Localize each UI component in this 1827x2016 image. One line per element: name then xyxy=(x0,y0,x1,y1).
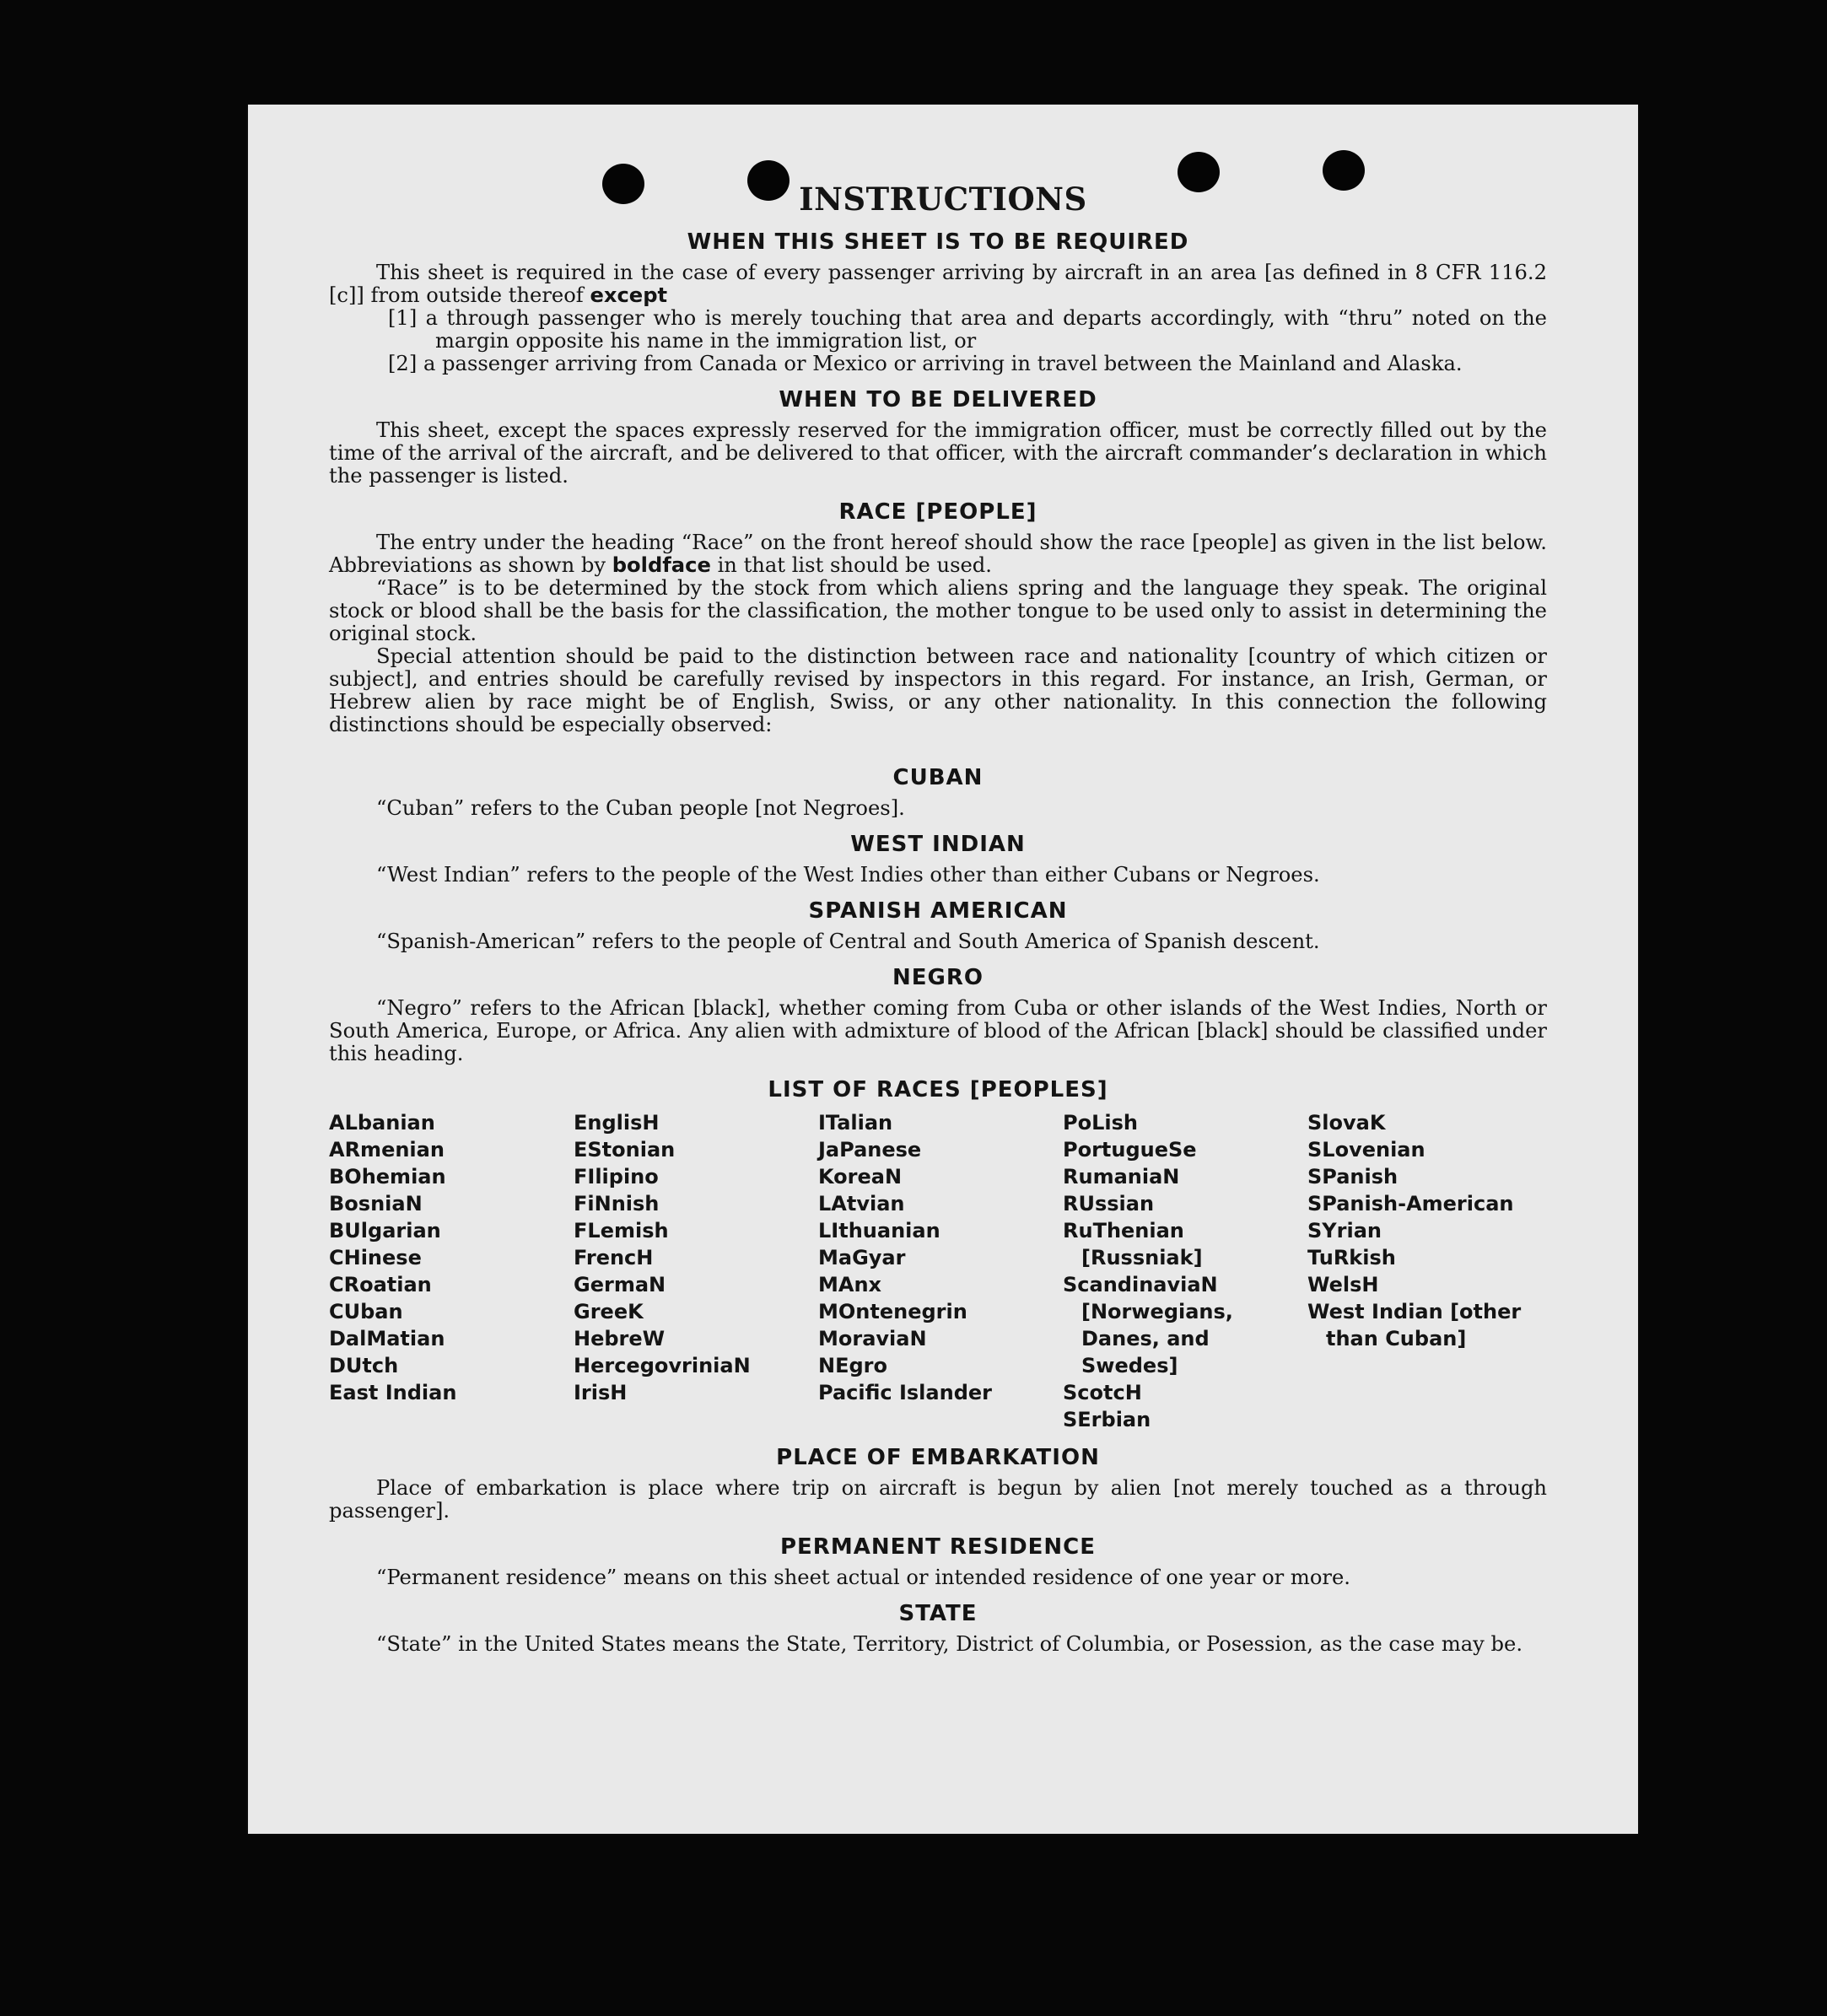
races-column xyxy=(1307,1109,1552,1433)
section-heading-race: RACE [PEOPLE] xyxy=(838,499,1037,525)
race-entry: FiNnish xyxy=(574,1192,660,1216)
race-entry: CHinese xyxy=(329,1246,422,1269)
race-entry: HebreW xyxy=(574,1327,666,1350)
race-entry: East Indian xyxy=(329,1381,457,1404)
race-entry: RUssian xyxy=(1063,1192,1155,1216)
race-entry: LAtvian xyxy=(818,1192,905,1216)
race-entry: BOhemian xyxy=(329,1165,446,1189)
race-entry: TuRkish xyxy=(1307,1246,1396,1269)
section-heading-embarkation: PLACE OF EMBARKATION xyxy=(776,1445,1100,1470)
race-entry: BUlgarian xyxy=(329,1219,441,1242)
races-column xyxy=(329,1109,574,1433)
race-entry: RuThenian [Russniak] xyxy=(1063,1219,1203,1269)
races-list xyxy=(329,1109,1547,1433)
race-entry: MoraviaN xyxy=(818,1327,927,1350)
residence-text: “Permanent residence” means on this sheet actual or intended residence of one year or more. xyxy=(376,1566,1350,1589)
race-entry: KoreaN xyxy=(818,1165,903,1189)
races-column xyxy=(1063,1109,1307,1433)
race-entry: LIthuanian xyxy=(818,1219,940,1242)
race-entry: BosniaN xyxy=(329,1192,423,1216)
race-entry: WelsH xyxy=(1307,1273,1379,1296)
section-heading-state: STATE xyxy=(898,1601,978,1626)
race-entry: JaPanese xyxy=(818,1138,922,1162)
race-entry: ITalian xyxy=(818,1111,893,1135)
race-entry: FIlipino xyxy=(574,1165,659,1189)
race-entry: MAnx xyxy=(818,1273,882,1296)
race-entry: IrisH xyxy=(574,1381,628,1404)
section-heading-spanish-american: SPANISH AMERICAN xyxy=(808,898,1068,924)
race-entry: GermaN xyxy=(574,1273,666,1296)
race-entry: SErbian xyxy=(1063,1408,1151,1431)
negro-text: “Negro” refers to the African [black], whether coming from Cuba or other islands of the West Indies, North or South America, Europe, or Africa. Any alien with admixture of blood of the African [black] should be classified under this heading. xyxy=(329,996,1547,1065)
required-intro: This sheet is required in the case of every passenger arriving by aircraft in an area [as defined in 8 CFR 116.2 [c]] from outside thereof except xyxy=(329,261,1547,307)
section-heading-residence: PERMANENT RESIDENCE xyxy=(779,1534,1097,1560)
race-entry: ScandinaviaN [Norwegians, Danes, and Swedes] xyxy=(1063,1273,1233,1377)
race-entry: PoLish xyxy=(1063,1111,1138,1135)
spanish-american-text: “Spanish-American” refers to the people of Central and South America of Spanish descent. xyxy=(376,930,1320,953)
race-entry: GreeK xyxy=(574,1300,644,1323)
races-column xyxy=(818,1109,1063,1433)
race-entry: Pacific Islander xyxy=(818,1381,992,1404)
race-entry: NEgro xyxy=(818,1354,887,1377)
page-title: INSTRUCTIONS xyxy=(799,181,1087,218)
section-heading-west-indian: WEST INDIAN xyxy=(850,832,1026,857)
race-entry: DUtch xyxy=(329,1354,399,1377)
race-entry: DalMatian xyxy=(329,1327,445,1350)
race-entry: SYrian xyxy=(1307,1219,1382,1242)
race-entry: MaGyar xyxy=(818,1246,906,1269)
race-entry: CUban xyxy=(329,1300,403,1323)
race-entry: ARmenian xyxy=(329,1138,445,1162)
section-heading-cuban: CUBAN xyxy=(892,765,984,790)
section-heading-negro: NEGRO xyxy=(892,965,984,990)
race-entry: SPanish xyxy=(1307,1165,1399,1189)
race-entry: FrencH xyxy=(574,1246,654,1269)
race-entry: RumaniaN xyxy=(1063,1165,1180,1189)
section-heading-delivered: WHEN TO BE DELIVERED xyxy=(779,387,1097,412)
race-entry: FLemish xyxy=(574,1219,669,1242)
section-heading-races-list: LIST OF RACES [PEOPLES] xyxy=(768,1077,1108,1102)
race-entry: EnglisH xyxy=(574,1111,660,1135)
race-entry: MOntenegrin xyxy=(818,1300,967,1323)
race-entry: SLovenian xyxy=(1307,1138,1425,1162)
race-entry: EStonian xyxy=(574,1138,676,1162)
delivered-text: This sheet, except the spaces expressly reserved for the immigration officer, must be correctly filled out by the time of the arrival of the aircraft, and be delivered to that officer, with the aircraft commander’s declaration in which the passenger is listed. xyxy=(329,418,1547,488)
race-entry: SPanish-American xyxy=(1307,1192,1514,1216)
race-paragraph-1: The entry under the heading “Race” on the front hereof should show the race [people] as given in the list below. Abbreviations as shown by boldface in that list should be used. xyxy=(329,531,1547,577)
instruction-sheet xyxy=(248,105,1638,1834)
race-entry: ScotcH xyxy=(1063,1381,1142,1404)
instructions-body xyxy=(329,229,1547,1656)
race-entry: SlovaK xyxy=(1307,1111,1386,1135)
race-entry: HercegovriniaN xyxy=(574,1354,751,1377)
races-column xyxy=(574,1109,818,1433)
required-item-1: [1] a through passenger who is merely touching that area and departs accordingly, with “thru” noted on the margin opposite his name in the immigration list, or xyxy=(388,306,1547,353)
race-paragraph-2: “Race” is to be determined by the stock from which aliens spring and the language they speak. The original stock or blood shall be the basis for the classification, the mother tongue to be used only to assist in determining the original stock. xyxy=(329,576,1547,645)
race-entry: PortugueSe xyxy=(1063,1138,1197,1162)
cuban-text: “Cuban” refers to the Cuban people [not Negroes]. xyxy=(376,796,905,820)
state-text: “State” in the United States means the State, Territory, District of Columbia, or Posession, as the case may be. xyxy=(376,1632,1523,1656)
west-indian-text: “West Indian” refers to the people of the West Indies other than either Cubans or Negroes. xyxy=(376,863,1320,887)
race-entry: West Indian [other than Cuban] xyxy=(1307,1300,1522,1350)
race-paragraph-3: Special attention should be paid to the distinction between race and nationality [country of which citizen or subject], and entries should be carefully revised by inspectors in this regard. For instance, an Irish, German, or Hebrew alien by race might be of English, Swiss, or any other nationality. In this connection the following distinctions should be especially observed: xyxy=(329,644,1547,736)
race-entry: CRoatian xyxy=(329,1273,432,1296)
required-item-2: [2] a passenger arriving from Canada or Mexico or arriving in travel between the Mainland and Alaska. xyxy=(388,352,1463,375)
section-heading-required: WHEN THIS SHEET IS TO BE REQUIRED xyxy=(687,229,1189,255)
embarkation-text: Place of embarkation is place where trip on aircraft is begun by alien [not merely touched as a through passenger]. xyxy=(329,1476,1547,1523)
race-entry: ALbanian xyxy=(329,1111,435,1135)
